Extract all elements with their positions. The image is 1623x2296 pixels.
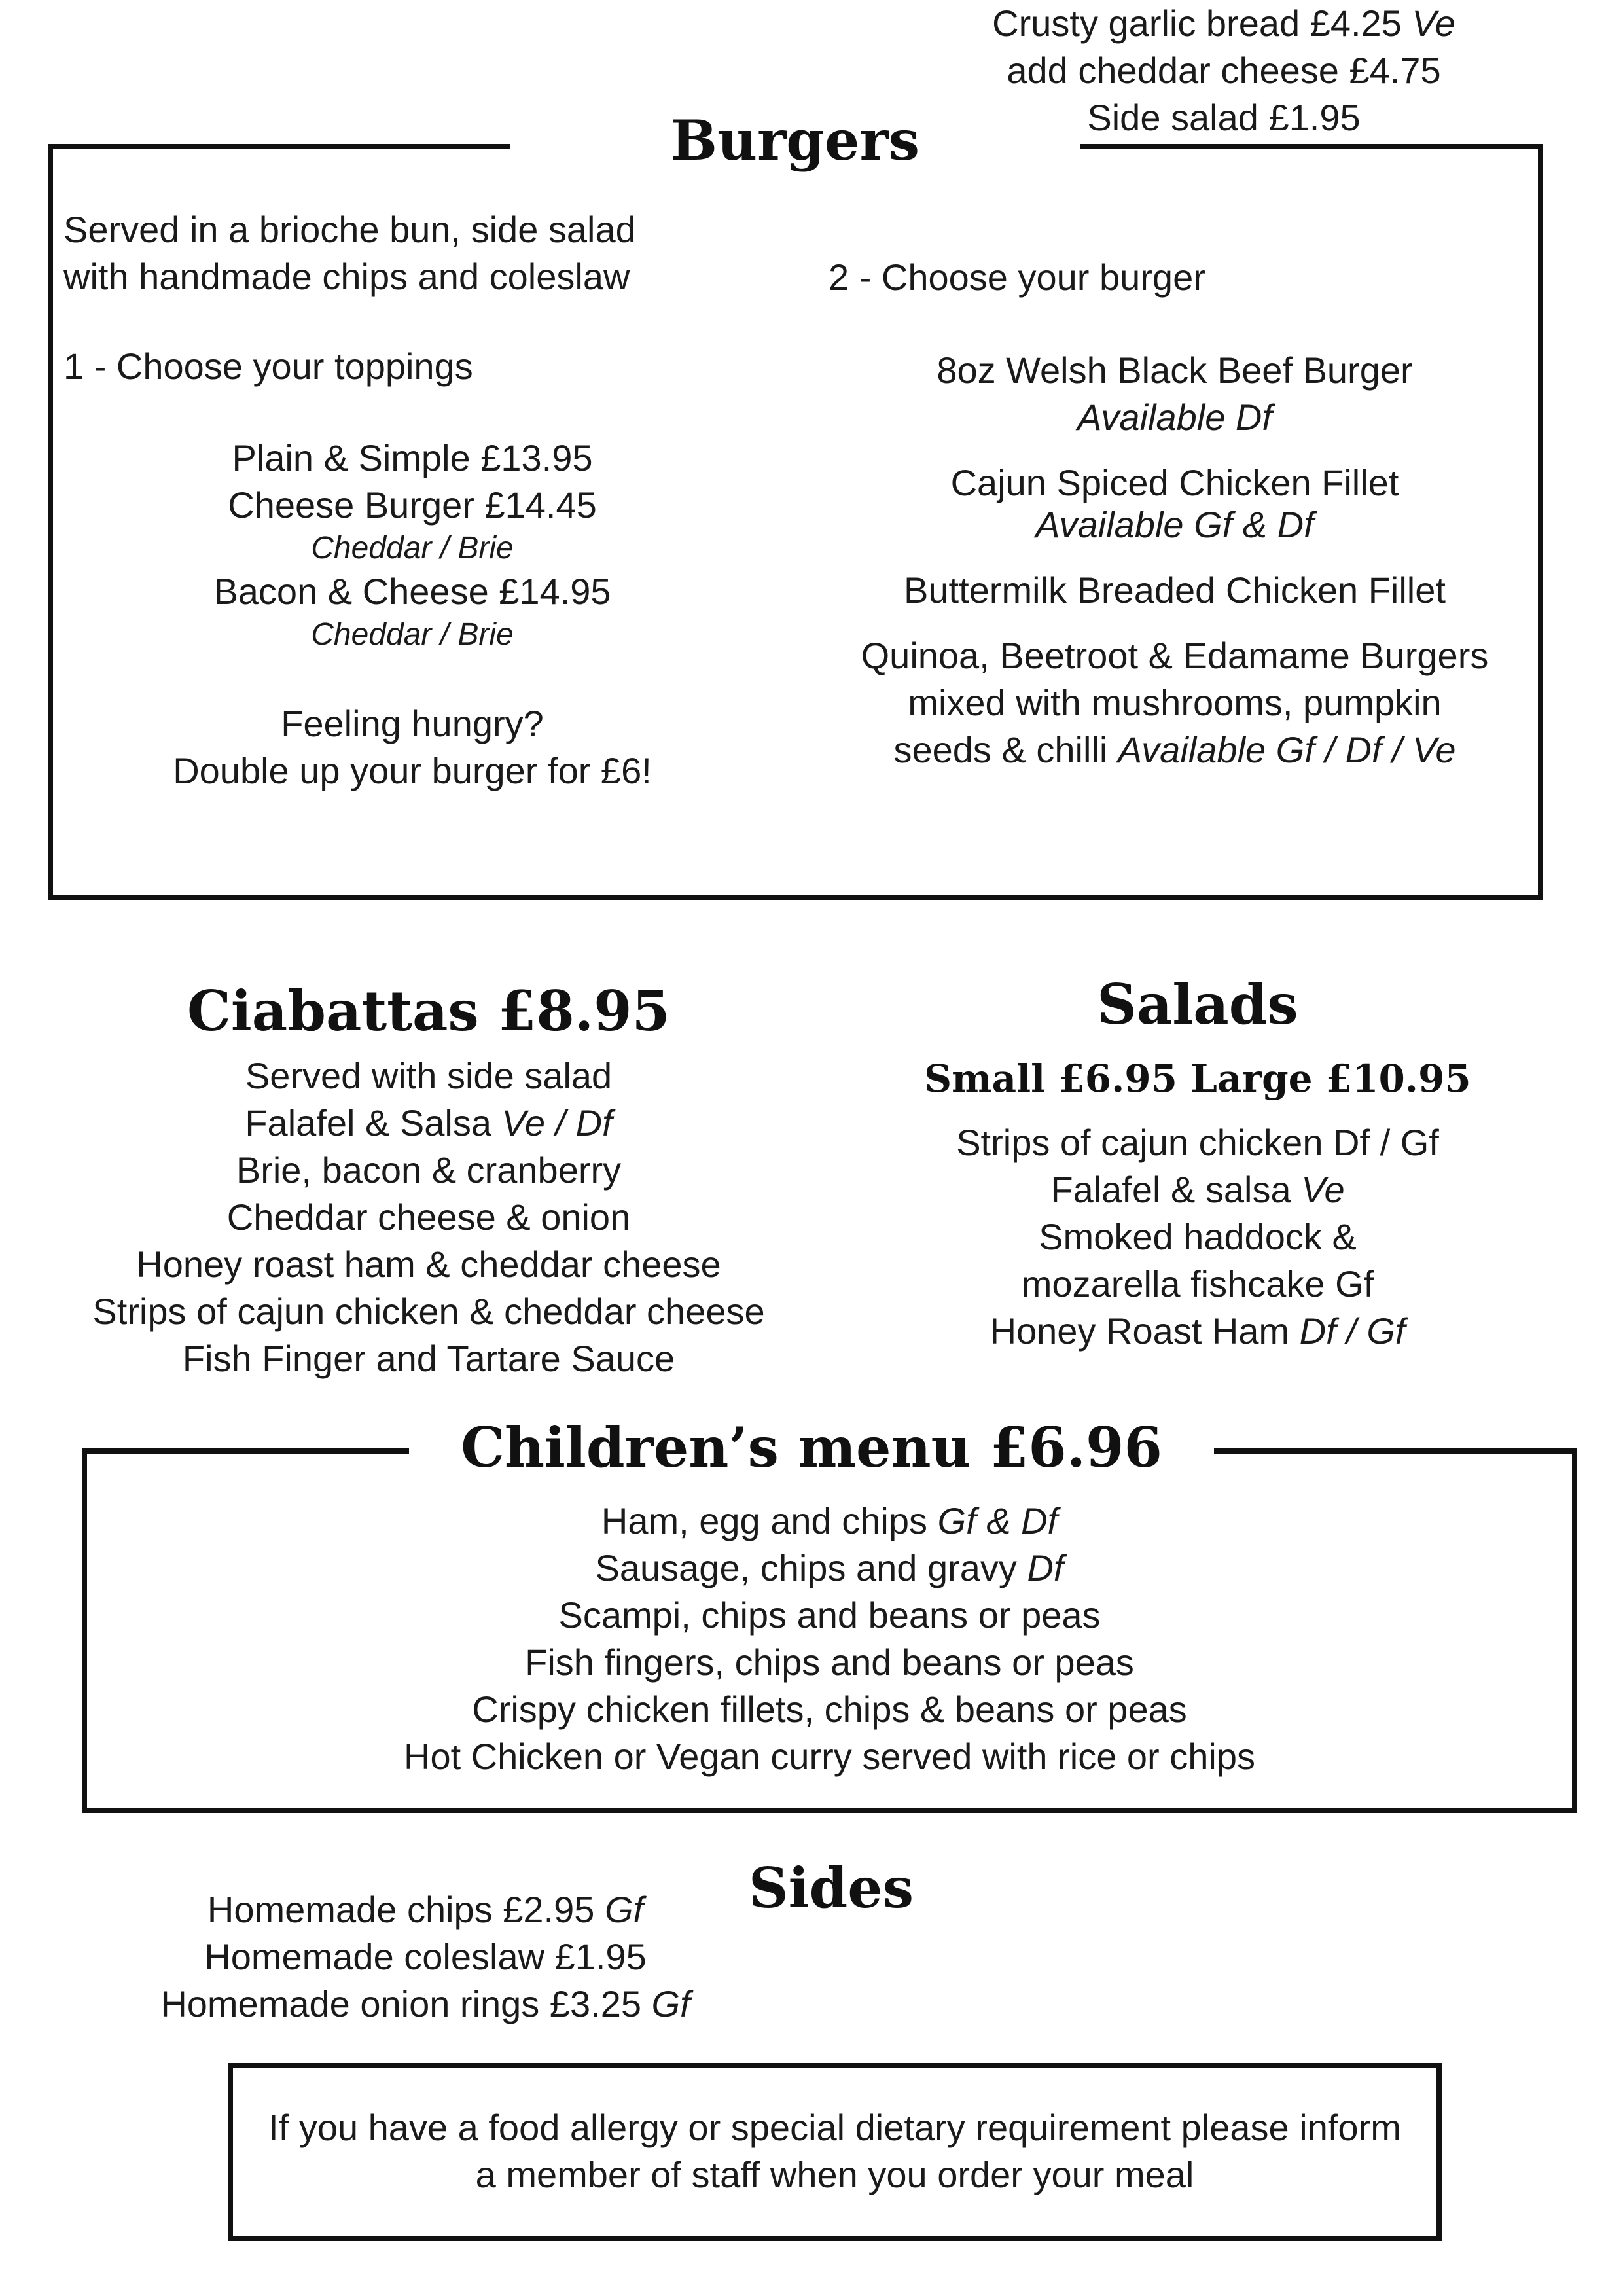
- burgers-intro-line2: with handmade chips and coleslaw: [63, 256, 630, 297]
- salads-prices: Small £6.95 Large £10.95: [924, 1056, 1471, 1101]
- ciabatta-item: Fish Finger and Tartare Sauce: [182, 1338, 675, 1379]
- salad-item: Honey Roast Ham Df / Gf: [990, 1310, 1406, 1352]
- children-list: [85, 1498, 1574, 1780]
- ciabatta-item: Served with side salad: [245, 1055, 613, 1096]
- side-item: Side salad £1.95: [1087, 97, 1361, 138]
- allergy-notice: [233, 2104, 1436, 2198]
- sides-title: Sides: [748, 1856, 914, 1920]
- side-item: add cheddar cheese £4.75: [1007, 50, 1441, 91]
- burger-option-beef-note: Available Df: [1077, 397, 1272, 438]
- side-item: Crusty garlic bread £4.25 Ve: [992, 3, 1455, 44]
- children-item: Hot Chicken or Vegan curry served with rice or chips: [404, 1736, 1255, 1777]
- burger-option-veg-line3: [818, 726, 1531, 774]
- ciabatta-item: Honey roast ham & cheddar cheese: [136, 1244, 721, 1285]
- topping-note: Cheddar / Brie: [311, 531, 514, 565]
- burger-options: [818, 347, 1531, 774]
- allergy-line1: If you have a food allergy or special dietary requirement please inform: [268, 2107, 1401, 2148]
- ciabattas-list: [65, 1052, 792, 1382]
- allergy-line2: a member of staff when you order your meal: [475, 2154, 1194, 2195]
- topping-item: Cheese Burger £14.45: [228, 484, 597, 526]
- children-item: Fish fingers, chips and beans or peas: [525, 1641, 1134, 1683]
- side-item: Homemade chips £2.95 Gf: [207, 1889, 644, 1930]
- burger-option-cajun: Cajun Spiced Chicken Fillet: [950, 462, 1399, 503]
- ciabatta-item: Brie, bacon & cranberry: [236, 1149, 622, 1191]
- burgers-title: Burgers: [670, 108, 920, 173]
- topping-item: Bacon & Cheese £14.95: [213, 571, 611, 612]
- topping-note: Cheddar / Brie: [311, 617, 514, 652]
- salads-list: [877, 1119, 1518, 1355]
- veg-line3-note: Available Gf / Df / Ve: [1117, 729, 1456, 770]
- salad-item: Falafel & salsa Ve: [1050, 1169, 1345, 1210]
- side-item: Homemade onion rings £3.25 Gf: [160, 1983, 690, 2024]
- burger-option-beef: 8oz Welsh Black Beef Burger: [936, 350, 1413, 391]
- hungry-line2: Double up your burger for £6!: [173, 750, 652, 791]
- burgers-intro-line1: Served in a brioche bun, side salad: [63, 209, 636, 250]
- burger-option-buttermilk: Buttermilk Breaded Chicken Fillet: [904, 569, 1446, 611]
- ciabatta-item: Falafel & Salsa Ve / Df: [245, 1102, 613, 1143]
- toppings-list: [52, 435, 772, 655]
- ciabatta-item: Strips of cajun chicken & cheddar cheese: [92, 1291, 765, 1332]
- children-item: Scampi, chips and beans or peas: [558, 1594, 1101, 1636]
- salad-item: Smoked haddock &: [1039, 1216, 1357, 1257]
- children-item: Ham, egg and chips Gf & Df: [601, 1500, 1058, 1541]
- children-item: Crispy chicken fillets, chips & beans or peas: [472, 1689, 1187, 1730]
- hungry-note: [52, 700, 772, 795]
- topping-item: Plain & Simple £13.95: [232, 437, 593, 478]
- salad-item: Strips of cajun chicken Df / Gf: [956, 1122, 1439, 1163]
- side-item: Homemade coleslaw £1.95: [204, 1936, 647, 1977]
- children-title: Children’s menu £6.96: [461, 1415, 1162, 1480]
- children-item: Sausage, chips and gravy Df: [595, 1547, 1064, 1588]
- ciabatta-item: Cheddar cheese & onion: [226, 1196, 631, 1238]
- burger-option-cajun-note: Available Gf & Df: [1035, 504, 1314, 545]
- burgers-step1: 1 - Choose your toppings: [63, 346, 473, 387]
- hungry-line1: Feeling hungry?: [281, 703, 544, 744]
- sides-right-list: [929, 0, 1518, 141]
- burgers-intro: [63, 206, 783, 300]
- burgers-step2: 2 - Choose your burger: [829, 257, 1205, 298]
- burger-option-veg-line2: mixed with mushrooms, pumpkin: [908, 682, 1442, 723]
- burger-option-veg-line1: Quinoa, Beetroot & Edamame Burgers: [861, 635, 1489, 676]
- salads-title: Salads: [1097, 972, 1298, 1037]
- ciabattas-title: Ciabattas £8.95: [187, 978, 670, 1043]
- salad-item: mozarella fishcake Gf: [1021, 1263, 1374, 1304]
- veg-line3-text: seeds & chilli: [893, 729, 1118, 770]
- sides-left-list: [131, 1886, 720, 2028]
